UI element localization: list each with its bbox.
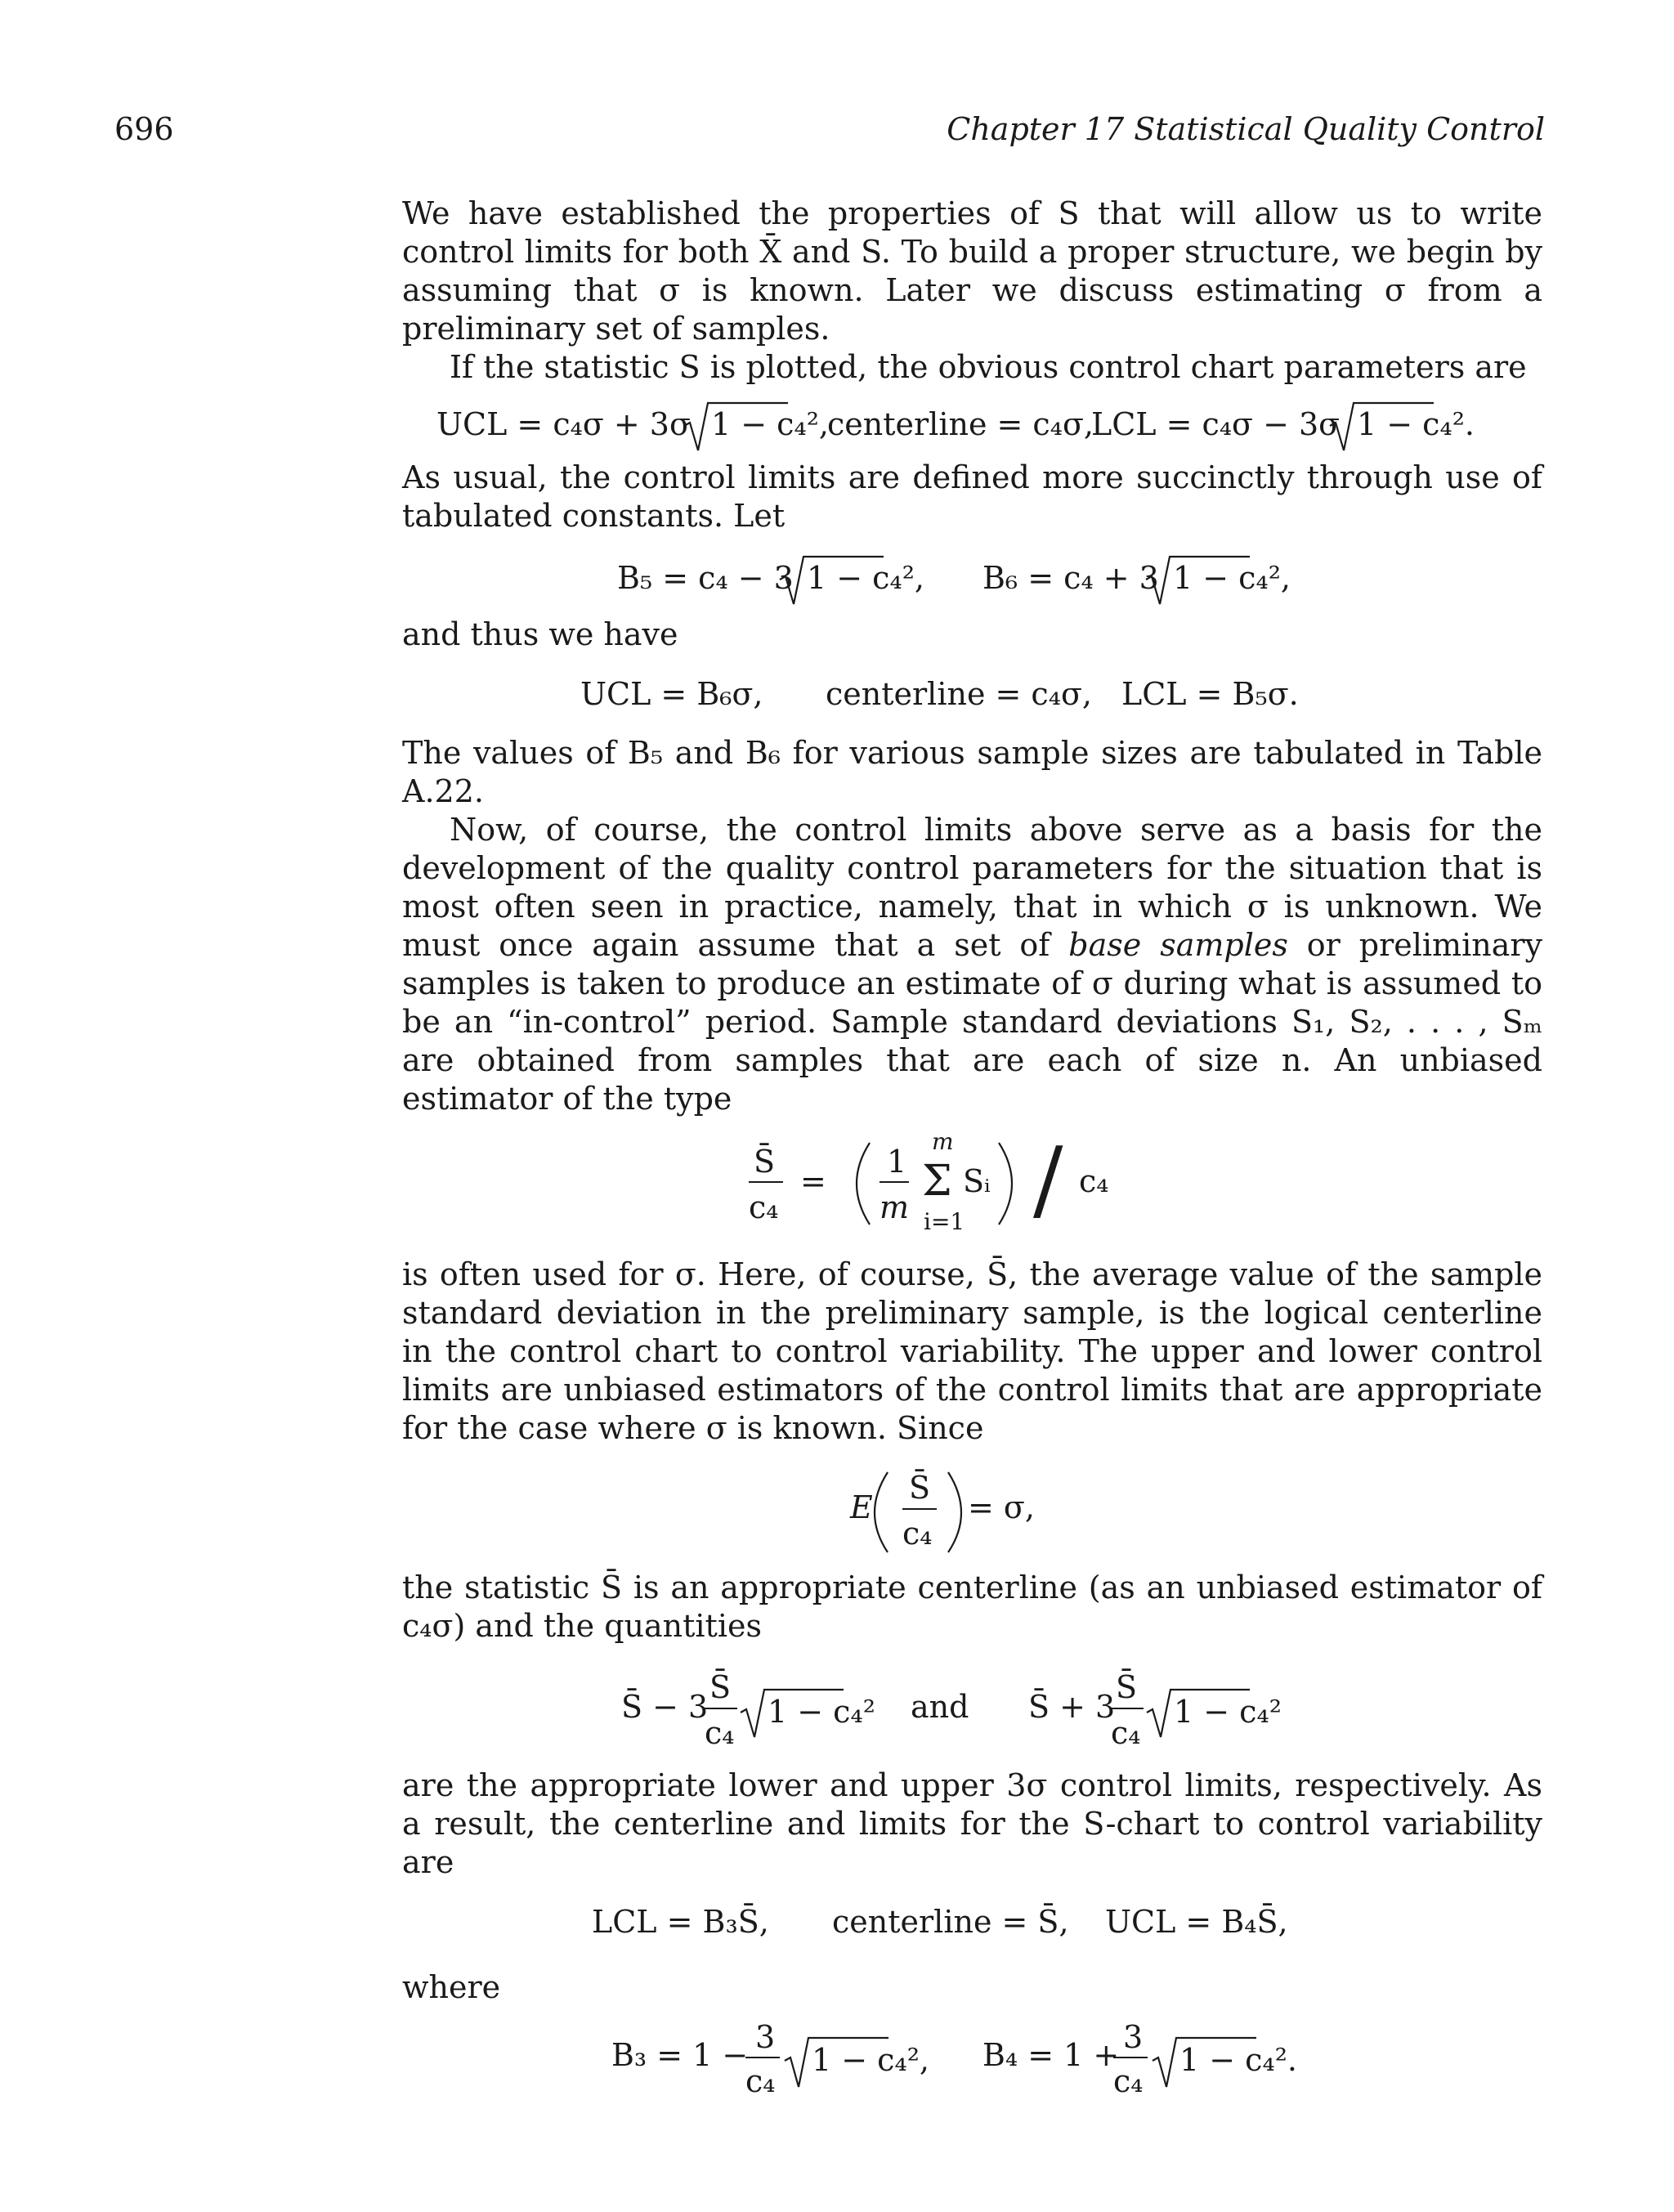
equation-s-chart-limits xyxy=(402,1882,1542,1968)
eq4-c4: c₄ xyxy=(1079,1163,1109,1199)
eq8-b3-rad: 1 − c₄², xyxy=(812,2042,930,2078)
paragraph-6-text-a: Now, of course, the control limits above serve as a basis for the development of the quality control parameters for the situation that is most often seen in practice, namely, that in which σ is unknown. We must once again assume that a set of xyxy=(402,812,1542,963)
page-number: 696 xyxy=(114,111,174,147)
eq5-rhs: = σ, xyxy=(968,1489,1035,1525)
paragraph-6 xyxy=(402,811,1542,1118)
eq5-numerator: S̄ xyxy=(909,1470,931,1506)
eq6-right-den: c₄ xyxy=(1111,1715,1141,1751)
eq6-right-num: S̄ xyxy=(1116,1669,1138,1705)
eq8-b3-den: c₄ xyxy=(745,2063,776,2099)
right-paren xyxy=(948,1472,961,1552)
paragraph-10: where xyxy=(402,1969,501,2005)
equation-estimated-limits xyxy=(402,1646,1542,1766)
equation-b3-b4 xyxy=(402,2007,1542,2105)
paragraph-7: is often used for σ. Here, of course, S̄, the average value of the sample standard deviation in the preliminary sample, is the logical centerline in the control chart to control variability. The upper and lower control limits are unbiased estimators of the control limits that are appropriate for the case where σ is known. Since xyxy=(402,1256,1542,1446)
eq1-lcl-radicand: 1 − c₄². xyxy=(1357,406,1475,442)
right-paren xyxy=(999,1143,1012,1225)
eq4-denominator: c₄ xyxy=(749,1189,779,1225)
eq5-e: E xyxy=(850,1489,873,1525)
paragraph-3: As usual, the control limits are defined more succinctly through use of tabulated constants. Let xyxy=(402,459,1542,534)
paragraph-5: The values of B₅ and B₆ for various sample sizes are tabulated in Table A.22. xyxy=(402,735,1542,809)
eq6-right-rad: 1 − c₄² xyxy=(1174,1694,1282,1730)
eq7-ucl: UCL = B₄S̄, xyxy=(1105,1904,1288,1940)
eq4-si: Sᵢ xyxy=(963,1163,991,1199)
page-body xyxy=(402,195,1542,2105)
eq8-b4-lhs: B₄ = 1 + xyxy=(982,2037,1120,2073)
left-paren xyxy=(857,1143,870,1225)
eq1-ucl-lhs: UCL = c₄σ + 3σ xyxy=(436,406,691,442)
eq4-slash: / xyxy=(1033,1129,1063,1231)
eq2-b5-lhs: B₅ = c₄ − 3 xyxy=(617,560,794,596)
eq2-b6-radicand: 1 − c₄², xyxy=(1173,560,1291,596)
eq6-left-num: S̄ xyxy=(709,1669,732,1705)
paragraph-9: are the appropriate lower and upper 3σ control limits, respectively. As a result, the centerline and limits for the S-chart to control variability are xyxy=(402,1767,1542,1880)
eq8-b4-num: 3 xyxy=(1123,2019,1144,2055)
paragraph-6-text-b: or preliminary samples is taken to produce an estimate of σ during what is assumed to be an “in-control” period. Sample standard deviations S₁, S₂, . . . , Sₘ are obtained from samples that are each of size n. An unbiased estimator of the type xyxy=(402,927,1542,1117)
eq6-and: and xyxy=(911,1689,969,1725)
eq6-left-a: S̄ − 3 xyxy=(621,1689,709,1725)
paragraph-4: and thus we have xyxy=(402,616,678,652)
equation-s-chart-known-sigma xyxy=(402,387,1542,459)
eq8-b4-rad: 1 − c₄². xyxy=(1179,2042,1298,2078)
eq3-lcl: LCL = B₅σ. xyxy=(1121,676,1299,712)
running-head: Chapter 17 Statistical Quality Control xyxy=(947,111,1545,147)
eq1-lcl-lhs: LCL = c₄σ − 3σ xyxy=(1091,406,1341,442)
eq6-left-den: c₄ xyxy=(705,1715,735,1751)
eq8-b4-den: c₄ xyxy=(1113,2063,1144,2099)
paragraph-6-emphasis: base samples xyxy=(1068,927,1288,963)
equation-sigma-estimator xyxy=(402,1118,1542,1256)
eq6-right-a: S̄ + 3 xyxy=(1028,1689,1116,1725)
eq5-denominator: c₄ xyxy=(902,1516,933,1552)
eq2-b6-lhs: B₆ = c₄ + 3 xyxy=(982,560,1159,596)
equation-expectation xyxy=(402,1448,1542,1569)
equation-b5-b6 xyxy=(402,535,1542,616)
paragraph-8: the statistic S̄ is an appropriate centerline (as an unbiased estimator of c₄σ) and the quantities xyxy=(402,1569,1542,1644)
page-header xyxy=(114,111,1545,152)
eq8-b3-num: 3 xyxy=(755,2019,776,2055)
eq3-ucl: UCL = B₆σ, xyxy=(580,676,763,712)
eq8-b3-lhs: B₃ = 1 − xyxy=(611,2037,749,2073)
eq4-one: 1 xyxy=(887,1144,907,1180)
eq7-centerline: centerline = S̄, xyxy=(832,1904,1069,1940)
eq4-numerator: S̄ xyxy=(754,1144,776,1180)
eq3-centerline: centerline = c₄σ, xyxy=(826,676,1092,712)
equation-limits-b5-b6 xyxy=(402,654,1542,734)
eq2-b5-radicand: 1 − c₄², xyxy=(807,560,925,596)
eq4-sum-upper: m xyxy=(932,1128,954,1155)
eq4-sum: Σ xyxy=(922,1157,952,1206)
eq7-lcl: LCL = B₃S̄, xyxy=(592,1904,769,1940)
eq6-left-rad: 1 − c₄² xyxy=(768,1694,875,1730)
paragraph-2: If the statistic S is plotted, the obvious control chart parameters are xyxy=(450,349,1527,385)
eq1-centerline: centerline = c₄σ, xyxy=(827,406,1094,442)
eq4-equals: = xyxy=(800,1163,826,1199)
left-paren xyxy=(875,1472,888,1552)
eq4-m: m xyxy=(880,1189,910,1225)
eq1-ucl-radicand: 1 − c₄², xyxy=(711,406,830,442)
paragraph-1: We have established the properties of S that will allow us to write control limits for both X̄ and S. To build a proper structure, we begin by assuming that σ is known. Later we discuss estimating σ from a preliminary set of samples. xyxy=(402,195,1542,347)
eq4-sum-lower: i=1 xyxy=(924,1208,965,1235)
